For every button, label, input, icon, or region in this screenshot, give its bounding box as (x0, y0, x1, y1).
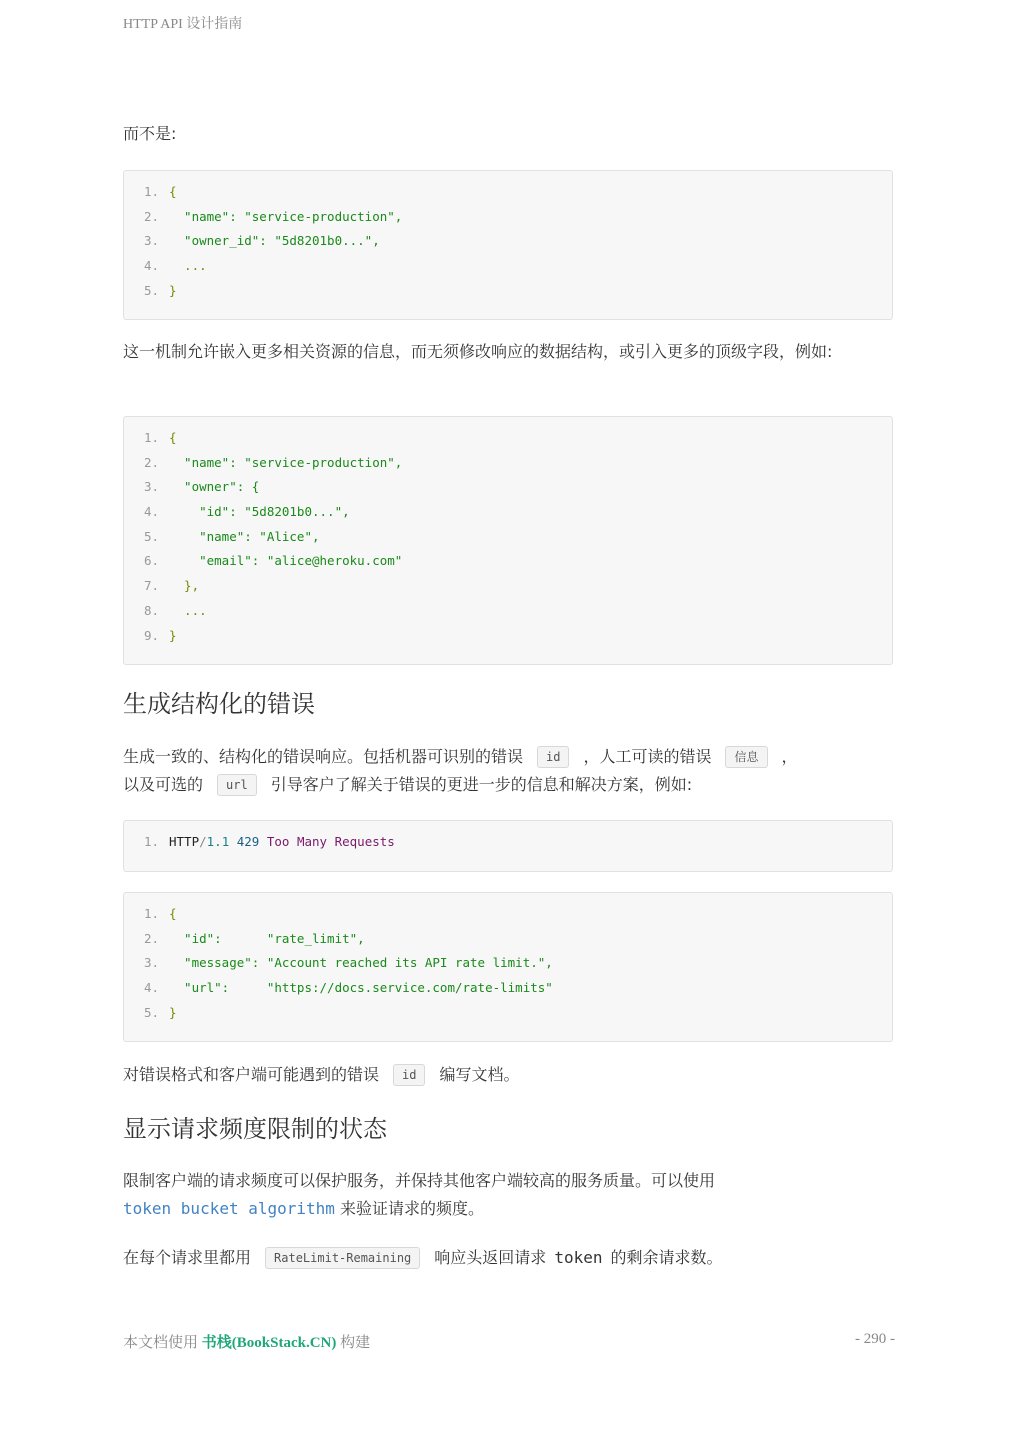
page-number: - 290 - (855, 1331, 895, 1347)
line-number: 8. (143, 602, 159, 618)
code-text: "email": "alice@heroku.com" (169, 553, 403, 569)
footer-credit: 本文档使用 书栈(BookStack.CN) 构建 (123, 1335, 371, 1351)
code-text: { (169, 430, 177, 445)
inline-code-id: id (393, 1064, 425, 1086)
paragraph-mechanism: 这一机制允许嵌入更多相关资源的信息，而无须修改响应的数据结构，或引入更多的顶级字段，例如: (123, 342, 833, 361)
code-line (124, 500, 892, 525)
code-text: "owner_id": "5d8201b0...", (169, 233, 380, 249)
line-number: 5. (143, 282, 159, 298)
line-number: 3. (143, 955, 159, 971)
code-line (124, 574, 892, 599)
paragraph-error-description: 生成一致的、结构化的错误响应。包括机器可识别的错误 id ，人工可读的错误 信息 ， 以及可选的 url 引导客户了解关于错误的更进一步的信息和解决方案，例如: (123, 747, 798, 794)
code-line (124, 525, 892, 550)
line-number: 4. (143, 980, 159, 996)
line-number: 5. (143, 1004, 159, 1020)
code-line (124, 1001, 892, 1026)
code-text: ... (169, 602, 207, 618)
line-number: 6. (143, 553, 159, 569)
line-number: 2. (143, 930, 159, 946)
line-number: 4. (143, 504, 159, 520)
code-line (124, 229, 892, 254)
code-text: "message": "Account reached its API rate limit.", (169, 955, 553, 971)
code-line (124, 624, 892, 649)
code-text: "id": "5d8201b0...", (169, 504, 350, 520)
line-number: 1. (143, 184, 159, 199)
code-line (124, 451, 892, 476)
code-text: { (169, 906, 177, 921)
paragraph-ratelimit-header: 在每个请求里都用 RateLimit-Remaining 响应头返回请求 token 的剩余请求数。 (123, 1248, 723, 1267)
section-heading-errors: 生成结构化的错误 (123, 690, 315, 718)
code-line (124, 254, 892, 279)
code-text: "name": "service-production", (169, 454, 403, 470)
code-line (124, 927, 892, 952)
code-line (124, 976, 892, 1001)
code-text: "name": "Alice", (169, 528, 320, 544)
section-heading-rate-limit: 显示请求频度限制的状态 (123, 1115, 387, 1143)
line-number: 3. (143, 479, 159, 495)
inline-code-message: 信息 (725, 746, 767, 768)
code-text: "id": "rate_limit", (169, 930, 365, 946)
line-number: 9. (143, 627, 159, 643)
code-line (124, 951, 892, 976)
code-line (124, 205, 892, 230)
code-text: { (169, 184, 177, 199)
line-number: 4. (143, 258, 159, 274)
line-number: 3. (143, 233, 159, 249)
code-block-owner-object (123, 416, 893, 665)
code-block-http-status (123, 820, 893, 872)
line-number: 2. (143, 208, 159, 224)
token-bucket-link[interactable]: token bucket algorithm (123, 1199, 335, 1218)
code-line (124, 902, 892, 927)
inline-code-ratelimit-remaining: RateLimit-Remaining (265, 1247, 420, 1269)
code-text: "name": "service-production", (169, 208, 403, 224)
code-text: } (169, 1004, 177, 1020)
code-text: } (169, 282, 177, 298)
bookstack-link[interactable]: 书栈(BookStack.CN) (201, 1335, 337, 1351)
code-line (124, 475, 892, 500)
code-text: }, (169, 578, 200, 594)
code-text: "owner": { (169, 479, 260, 495)
code-line (124, 599, 892, 624)
line-number: 2. (143, 454, 159, 470)
paragraph-document-errors: 对错误格式和客户端可能遇到的错误 id 编写文档。 (123, 1065, 520, 1084)
code-line (124, 180, 892, 205)
code-block-owner-id (123, 170, 893, 320)
code-line (124, 426, 892, 451)
line-number: 1. (143, 906, 159, 921)
code-block-error-json (123, 892, 893, 1042)
code-text: ... (169, 258, 207, 274)
line-number: 5. (143, 528, 159, 544)
inline-code-token: token (554, 1248, 603, 1267)
running-header: HTTP API 设计指南 (123, 17, 243, 32)
line-number: 1. (143, 430, 159, 445)
inline-code-url: url (217, 774, 257, 796)
code-text: "url": "https://docs.service.com/rate-limits" (169, 980, 553, 996)
paragraph-instead: 而不是: (123, 124, 177, 143)
code-text: } (169, 627, 177, 643)
code-line (124, 279, 892, 304)
code-line (124, 549, 892, 574)
inline-code-id: id (537, 746, 569, 768)
paragraph-rate-limit: 限制客户端的请求频度可以保护服务，并保持其他客户端较高的服务质量。可以使用 token bucket algorithm 来验证请求的频度。 (123, 1171, 716, 1218)
code-line: 1. HTTP/1.1 429 Too Many Requests (143, 834, 395, 849)
line-number: 7. (143, 578, 159, 594)
